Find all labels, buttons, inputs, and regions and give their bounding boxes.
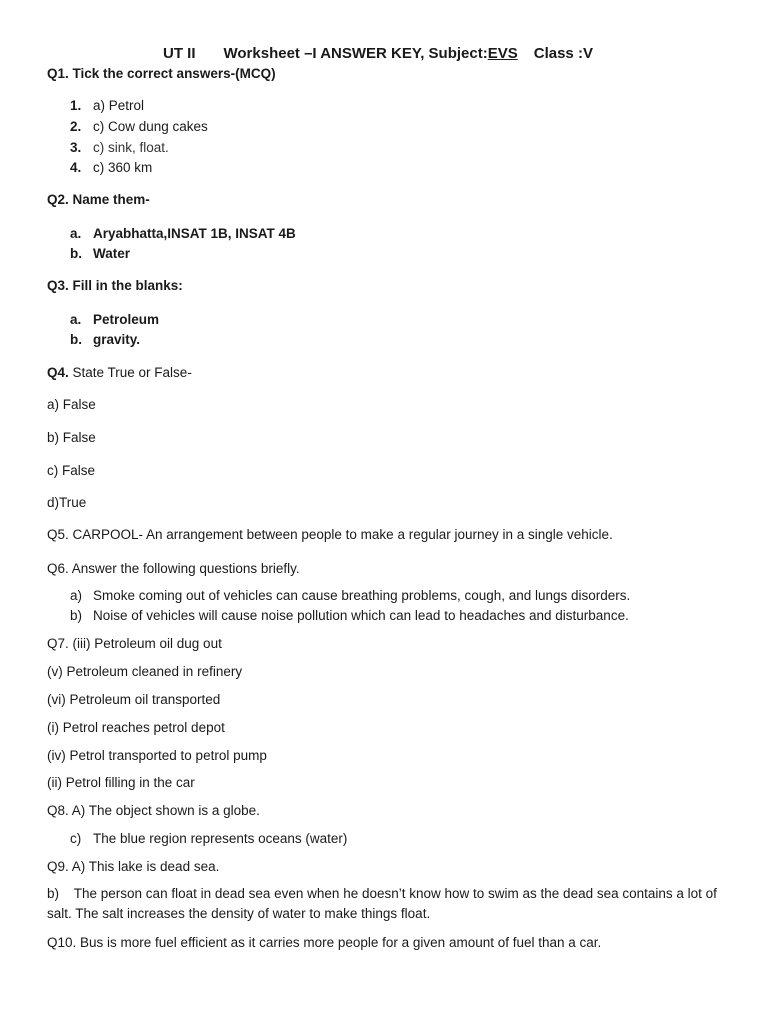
q7-step: (vi) Petroleum oil transported: [47, 692, 221, 707]
q4-answer: d)True: [47, 495, 87, 510]
q3-item: [70, 332, 140, 348]
q3-item-answer: gravity.: [93, 332, 141, 347]
q7-step: (iv) Petrol transported to petrol pump: [47, 748, 267, 763]
q6-item-answer: Noise of vehicles will cause noise pollution which can lead to headaches and disturbance.: [93, 608, 629, 623]
q4-heading: [47, 365, 192, 381]
worksheet-title: [163, 45, 593, 62]
q4-answer: b) False: [47, 430, 96, 445]
q3-item-marker: a.: [70, 312, 82, 327]
q4-heading-text: State True or False-: [68, 365, 192, 380]
q9-answer-b: b) The person can float in dead sea even when he doesn’t know how to swim as the dead sea contains a lot of salt. The salt increases the density of water to make things float.: [47, 886, 721, 921]
q2-item: [70, 226, 296, 242]
q6-item: [70, 608, 629, 624]
q1-item-number: 2.: [70, 119, 82, 134]
q10-answer: Q10. Bus is more fuel efficient as it carries more people for a given amount of fuel than a car.: [47, 935, 602, 950]
q4-label: Q4.: [47, 365, 69, 380]
q5-answer: Q5. CARPOOL- An arrangement between people to make a regular journey in a single vehicle.: [47, 527, 613, 542]
q6-item-marker: b): [70, 608, 83, 623]
q8-answer-a: Q8. A) The object shown is a globe.: [47, 803, 260, 818]
q9-answer-a: Q9. A) This lake is dead sea.: [47, 859, 220, 874]
q2-item-marker: b.: [70, 246, 82, 261]
q8-answer-c: [70, 831, 347, 847]
q3-item: [70, 312, 159, 328]
q7-step: Q7. (iii) Petroleum oil dug out: [47, 636, 222, 651]
q1-item-answer: c) Cow dung cakes: [93, 119, 208, 134]
q3-item-marker: b.: [70, 332, 82, 347]
q2-item-answer: Water: [93, 246, 131, 261]
q6-item-answer: Smoke coming out of vehicles can cause breathing problems, cough, and lungs disorders.: [93, 588, 631, 603]
title-subject: EVS: [487, 45, 518, 62]
q3-heading: Q3. Fill in the blanks:: [47, 278, 183, 293]
q1-heading: Q1. Tick the correct answers-(MCQ): [47, 66, 276, 81]
q4-answer: c) False: [47, 463, 96, 478]
q6-item-marker: a): [70, 588, 83, 603]
q2-item: [70, 246, 130, 262]
q1-item: [70, 119, 208, 135]
q2-item-marker: a.: [70, 226, 82, 241]
q1-item-answer: a) Petrol: [93, 98, 145, 113]
title-worksheet: Worksheet –I ANSWER KEY, Subject:: [223, 45, 488, 62]
q7-step: (v) Petroleum cleaned in refinery: [47, 664, 243, 679]
q4-answer: a) False: [47, 397, 96, 412]
q2-heading: Q2. Name them-: [47, 192, 150, 207]
q1-item-answer: c) 360 km: [93, 160, 153, 175]
q6-item: [70, 588, 630, 604]
q1-item: [70, 98, 145, 114]
q3-item-answer: Petroleum: [93, 312, 160, 327]
q1-item-number: 1.: [70, 98, 82, 113]
q6-heading: Q6. Answer the following questions briefly.: [47, 561, 300, 576]
q1-item-number: 3.: [70, 140, 82, 155]
q7-step: (i) Petrol reaches petrol depot: [47, 720, 225, 735]
q2-item-answer: Aryabhatta,INSAT 1B, INSAT 4B: [93, 226, 296, 241]
q8-c-text: The blue region represents oceans (water): [93, 831, 348, 846]
title-ut: UT II: [163, 45, 196, 62]
q1-item-number: 4.: [70, 160, 82, 175]
q7-step: (ii) Petrol filling in the car: [47, 775, 195, 790]
q8-c-marker: c): [70, 831, 82, 846]
q1-item-answer: c) sink, float.: [93, 140, 169, 155]
title-class: Class :V: [533, 45, 593, 62]
q1-item: [70, 160, 153, 176]
q1-item: [70, 140, 169, 156]
